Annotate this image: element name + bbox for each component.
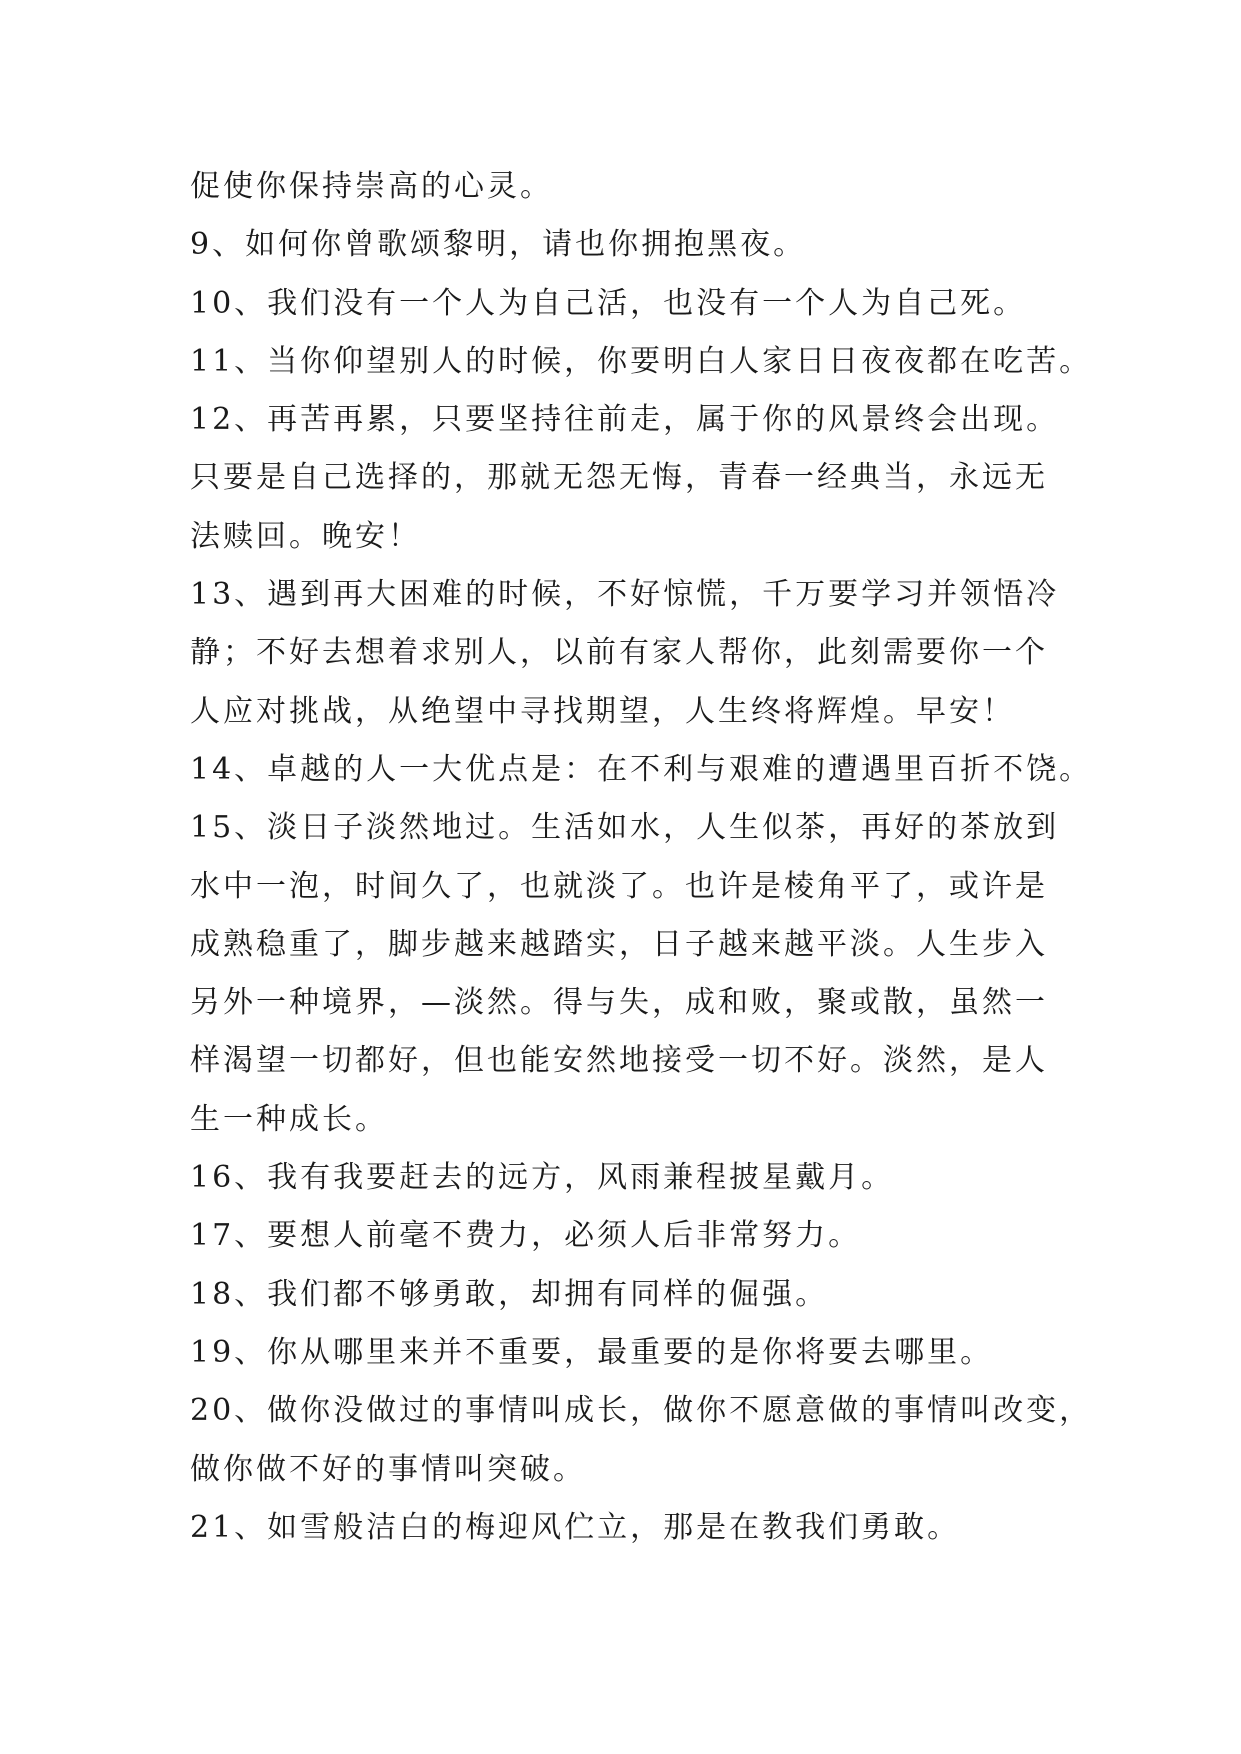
document-body <box>190 158 1093 1557</box>
text-line: 10、我们没有一个人为自己活，也没有一个人为自己死。 <box>190 285 1027 321</box>
text-line: 只要是自己选择的，那就无怨无悔，青春一经典当，永远无 <box>190 460 1048 496</box>
text-line: 20、做你没做过的事情叫成长，做你不愿意做的事情叫改变， <box>190 1393 1093 1429</box>
text-line: 19、你从哪里来并不重要，最重要的是你将要去哪里。 <box>190 1334 994 1370</box>
text-line: 样渴望一切都好，但也能安然地接受一切不好。淡然，是人 <box>190 1043 1048 1079</box>
text-line: 促使你保持崇高的心灵。 <box>190 169 553 204</box>
text-line: 18、我们都不够勇敢，却拥有同样的倔强。 <box>190 1276 829 1312</box>
text-line: 14、卓越的人一大优点是：在不利与艰难的遭遇里百折不饶。 <box>190 751 1093 787</box>
text-line: 13、遇到再大困难的时候，不好惊慌，千万要学习并领悟冷 <box>190 577 1060 613</box>
text-line: 12、再苦再累，只要坚持往前走，属于你的风景终会出现。 <box>190 402 1060 438</box>
text-line: 9、如何你曾歌颂黎明，请也你拥抱黑夜。 <box>190 227 807 263</box>
text-line: 16、我有我要赶去的远方，风雨兼程披星戴月。 <box>190 1160 895 1196</box>
text-line: 另外一种境界，—淡然。得与失，成和败，聚或散，虽然一 <box>190 985 1048 1021</box>
text-line: 15、淡日子淡然地过。生活如水，人生似茶，再好的茶放到 <box>190 810 1060 846</box>
text-line: 生一种成长。 <box>190 1101 388 1137</box>
text-line: 17、要想人前毫不费力，必须人后非常努力。 <box>190 1218 862 1254</box>
text-line: 人应对挑战，从绝望中寻找期望，人生终将辉煌。早安！ <box>190 693 1015 729</box>
text-line: 水中一泡，时间久了，也就淡了。也许是棱角平了，或许是 <box>190 868 1048 904</box>
text-line: 11、当你仰望别人的时候，你要明白人家日日夜夜都在吃苦。 <box>190 343 1093 379</box>
text-line: 成熟稳重了，脚步越来越踏实，日子越来越平淡。人生步入 <box>190 926 1048 962</box>
text-line: 21、如雪般洁白的梅迎风伫立，那是在教我们勇敢。 <box>190 1509 961 1545</box>
text-line: 法赎回。晚安！ <box>190 518 421 554</box>
text-line: 静；不好去想着求别人，以前有家人帮你，此刻需要你一个 <box>190 635 1048 671</box>
text-line: 做你做不好的事情叫突破。 <box>190 1451 586 1487</box>
